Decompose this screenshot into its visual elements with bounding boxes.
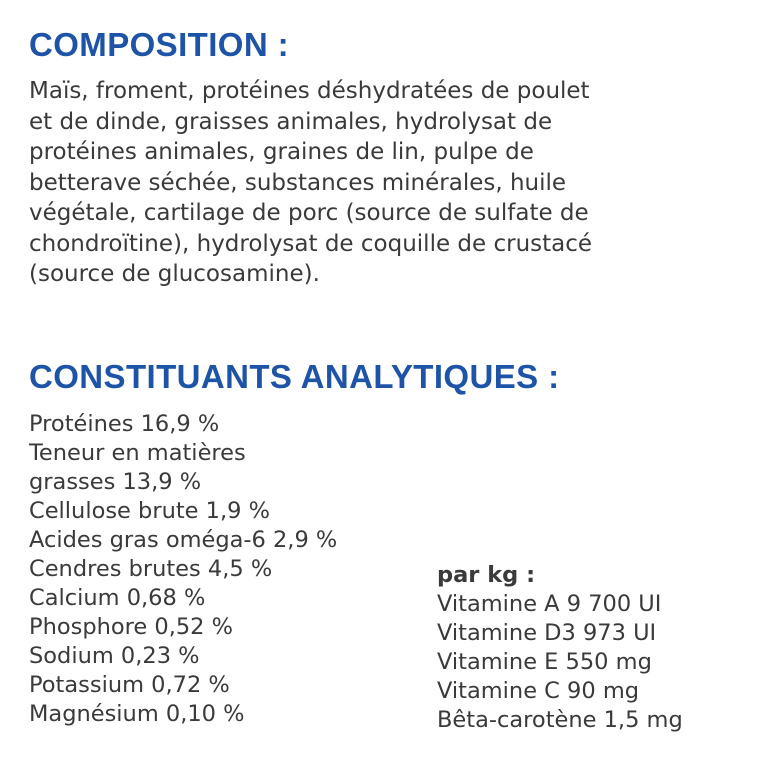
- composition-line: Maïs, froment, protéines déshydratées de poulet: [29, 78, 590, 104]
- vitamin-item: Vitamine E 550 mg: [437, 649, 652, 675]
- constituent-item: Magnésium 0,10 %: [29, 701, 245, 727]
- constituent-item: Sodium 0,23 %: [29, 643, 200, 669]
- constituent-item: Teneur en matières: [29, 440, 246, 466]
- composition-line: végétale, cartilage de porc (source de sulfate de: [29, 200, 589, 226]
- per-kg-label: par kg :: [437, 562, 536, 588]
- composition-heading: COMPOSITION :: [29, 26, 290, 63]
- composition-line: protéines animales, graines de lin, pulpe de: [29, 139, 534, 165]
- constituent-item: grasses 13,9 %: [29, 469, 202, 495]
- vitamin-item: Vitamine C 90 mg: [437, 678, 640, 704]
- constituent-item: Calcium 0,68 %: [29, 585, 206, 611]
- constituent-item: Cendres brutes 4,5 %: [29, 556, 273, 582]
- constituent-item: Cellulose brute 1,9 %: [29, 498, 270, 524]
- vitamin-item: Bêta-carotène 1,5 mg: [437, 707, 683, 733]
- vitamins-list: [437, 561, 683, 735]
- vitamin-item: Vitamine D3 973 UI: [437, 620, 657, 646]
- composition-line: (source de glucosamine).: [29, 261, 320, 287]
- composition-line: chondroïtine), hydrolysat de coquille de crustacé: [29, 230, 593, 257]
- constituents-list: [29, 410, 337, 729]
- constituent-item: Acides gras oméga-6 2,9 %: [29, 527, 338, 553]
- composition-line: et de dinde, graisses animales, hydrolysat de: [29, 108, 553, 135]
- constituent-item: Phosphore 0,52 %: [29, 614, 234, 640]
- composition-text: [29, 76, 729, 290]
- constituent-item: Protéines 16,9 %: [29, 411, 220, 437]
- constituent-item: Potassium 0,72 %: [29, 672, 230, 698]
- vitamin-item: Vitamine A 9 700 UI: [437, 591, 662, 617]
- constituents-heading: CONSTITUANTS ANALYTIQUES :: [29, 358, 560, 395]
- composition-line: betterave séchée, substances minérales, huile: [29, 169, 567, 196]
